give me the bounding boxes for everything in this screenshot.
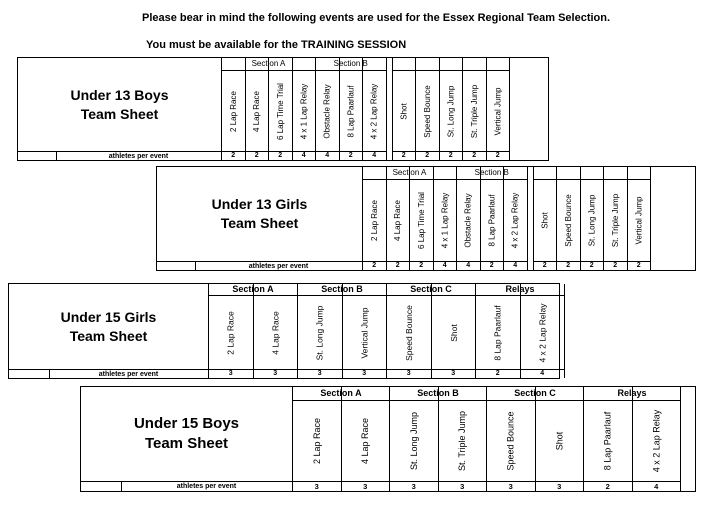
athletes-count: 3	[293, 481, 341, 491]
event-column	[440, 58, 464, 160]
athletes-count: 4	[504, 261, 527, 270]
event-name: Obstacle Relay	[463, 193, 473, 248]
sheet-title	[81, 387, 293, 481]
event-column	[363, 167, 387, 270]
athletes-count: 3	[536, 481, 584, 491]
event-name: 4 Lap Race	[393, 200, 403, 241]
athletes-count: 2	[387, 261, 410, 270]
event-column	[387, 284, 432, 378]
athletes-count: 3	[209, 369, 253, 378]
event-name: Shot	[540, 212, 550, 229]
event-column	[269, 58, 293, 160]
event-column	[434, 167, 458, 270]
event-column	[387, 167, 411, 270]
event-name: 4 Lap Race	[360, 417, 371, 465]
section-header: Section A	[293, 387, 390, 400]
event-name: 8 Lap Paarlauf	[346, 84, 356, 138]
athletes-per-event-label	[9, 369, 209, 378]
event-name: 2 Lap Race	[369, 200, 379, 241]
athletes-count: 2	[487, 151, 510, 160]
event-column	[504, 167, 528, 270]
event-name: 4 Lap Race	[252, 90, 262, 132]
event-name: Obstacle Relay	[322, 83, 332, 139]
athletes-count: 3	[432, 369, 476, 378]
event-column	[481, 167, 505, 270]
footer-spacer-cell	[18, 152, 57, 160]
team-sheet	[80, 386, 696, 492]
event-column	[534, 167, 558, 270]
athletes-count: 3	[487, 481, 535, 491]
athletes-count: 2	[581, 261, 604, 270]
instruction-line: Please bear in mind the following events are used for the Essex Regional Team Selection.	[142, 12, 611, 24]
athletes-count: 2	[269, 151, 292, 160]
sheet-title-label: Team Sheet	[144, 435, 229, 452]
sheet-title	[18, 58, 222, 151]
team-sheet	[8, 283, 560, 379]
athletes-count: 2	[416, 151, 439, 160]
athletes-count: 2	[628, 261, 651, 270]
event-column	[633, 387, 682, 491]
event-name: Shot	[399, 102, 409, 120]
event-name: 2 Lap Race	[225, 310, 236, 355]
athletes-count: 2	[584, 481, 632, 491]
event-column	[293, 58, 317, 160]
event-column	[432, 284, 477, 378]
event-column	[209, 284, 254, 378]
sheet-title-age-group: Under 13 Girls	[211, 196, 308, 213]
team-sheet	[156, 166, 696, 271]
event-column	[222, 58, 246, 160]
event-column	[536, 387, 585, 491]
event-column	[316, 58, 340, 160]
event-column	[340, 58, 364, 160]
athletes-count: 2	[557, 261, 580, 270]
event-column	[343, 284, 388, 378]
athletes-count: 2	[363, 261, 386, 270]
event-name: St. Triple Jump	[610, 193, 620, 248]
event-name: 4 x 2 Lap Relay	[651, 409, 662, 473]
footer-spacer-cell	[81, 482, 122, 491]
athletes-count: 2	[393, 151, 416, 160]
event-column	[476, 284, 521, 378]
section-header: Section B	[390, 387, 487, 400]
event-column	[246, 58, 270, 160]
event-column	[463, 58, 487, 160]
event-name: 4 x 1 Lap Relay	[440, 192, 450, 249]
event-column	[363, 58, 387, 160]
event-column	[342, 387, 391, 491]
section-header: Section A	[209, 284, 298, 295]
athletes-per-event-text: athletes per event	[248, 262, 309, 270]
athletes-count: 2	[440, 151, 463, 160]
training-session-notice: You must be available for the TRAINING SESSION	[146, 39, 407, 51]
event-name: Speed Bounce	[422, 84, 432, 138]
event-column	[584, 387, 633, 491]
event-column	[298, 284, 343, 378]
section-header: Relays	[476, 284, 565, 295]
athletes-count: 3	[343, 369, 387, 378]
event-column	[487, 58, 511, 160]
event-name: 4 x 1 Lap Relay	[299, 83, 309, 139]
section-header: Section B	[316, 58, 387, 70]
event-name: 4 x 2 Lap Relay	[510, 192, 520, 249]
athletes-count: 2	[410, 261, 433, 270]
athletes-per-event-label	[81, 481, 293, 491]
athletes-count: 3	[390, 481, 438, 491]
event-column	[393, 58, 417, 160]
sheet-title	[157, 167, 363, 261]
event-name: 4 x 2 Lap Relay	[369, 83, 379, 139]
athletes-per-event-text: athletes per event	[176, 483, 237, 490]
section-header: Section A	[363, 167, 457, 179]
athletes-count: 2	[534, 261, 557, 270]
section-header: Relays	[584, 387, 681, 400]
event-name: Shot	[554, 431, 565, 451]
team-sheet	[17, 57, 549, 161]
event-name: Vertical Jump	[359, 306, 370, 359]
event-column	[416, 58, 440, 160]
event-name: 8 Lap Paarlauf	[602, 411, 613, 471]
event-name: 2 Lap Race	[311, 417, 322, 465]
event-name: 4 Lap Race	[270, 310, 281, 355]
event-name: St. Long Jump	[587, 194, 597, 247]
event-column	[557, 167, 581, 270]
event-name: Speed Bounce	[505, 411, 516, 471]
event-column	[604, 167, 628, 270]
athletes-count: 3	[342, 481, 390, 491]
athletes-count: 4	[293, 151, 316, 160]
event-name: 8 Lap Paarlauf	[487, 194, 497, 247]
athletes-count: 2	[476, 369, 520, 378]
event-column	[293, 387, 342, 491]
section-header: Section C	[487, 387, 584, 400]
athletes-count: 4	[521, 369, 565, 378]
event-column	[581, 167, 605, 270]
sheet-title-age-group: Under 15 Boys	[133, 414, 240, 432]
athletes-count: 4	[316, 151, 339, 160]
sheet-title-age-group: Under 13 Boys	[70, 86, 169, 103]
event-column	[254, 284, 299, 378]
athletes-count: 2	[604, 261, 627, 270]
sheet-title-label: Team Sheet	[69, 327, 148, 344]
athletes-per-event-text: athletes per event	[98, 370, 159, 378]
athletes-count: 4	[633, 481, 681, 491]
athletes-count: 3	[439, 481, 487, 491]
event-name: 2 Lap Race	[228, 90, 238, 132]
athletes-count: 2	[222, 151, 245, 160]
athletes-count: 2	[481, 261, 504, 270]
event-name: St. Triple Jump	[457, 410, 468, 472]
athletes-per-event-label	[18, 151, 222, 160]
athletes-count: 4	[457, 261, 480, 270]
event-name: 8 Lap Paarlauf	[492, 304, 503, 361]
section-header: Section C	[387, 284, 476, 295]
athletes-count: 3	[254, 369, 298, 378]
event-name: Vertical Jump	[493, 86, 503, 136]
sheet-title-label: Team Sheet	[80, 105, 159, 122]
event-column	[390, 387, 439, 491]
section-header: Section B	[298, 284, 387, 295]
event-name: Speed Bounce	[403, 304, 414, 361]
event-column	[521, 284, 566, 378]
event-name: St. Triple Jump	[469, 84, 479, 138]
event-column	[439, 387, 488, 491]
athletes-count: 3	[298, 369, 342, 378]
event-column	[410, 167, 434, 270]
event-column	[628, 167, 652, 270]
athletes-per-event-label	[157, 261, 363, 270]
event-column	[457, 167, 481, 270]
section-header: Section B	[457, 167, 528, 179]
athletes-per-event-text: athletes per event	[108, 152, 169, 160]
sheet-title-label: Team Sheet	[220, 215, 299, 231]
sheet-title	[9, 284, 209, 369]
event-name: Vertical Jump	[634, 196, 644, 245]
event-name: St. Long Jump	[408, 411, 419, 471]
footer-spacer-cell	[157, 262, 196, 270]
event-name: St. Long Jump	[446, 85, 456, 137]
event-name: 6 Lap Time Trial	[275, 82, 285, 140]
sheet-title-age-group: Under 15 Girls	[60, 308, 157, 325]
athletes-count: 4	[434, 261, 457, 270]
event-name: 6 Lap Time Trial	[416, 192, 426, 249]
footer-spacer-cell	[9, 370, 50, 378]
event-name: St. Long Jump	[314, 305, 325, 360]
event-name: Speed Bounce	[563, 194, 573, 247]
event-column	[487, 387, 536, 491]
athletes-count: 2	[340, 151, 363, 160]
section-header: Section A	[222, 58, 316, 70]
athletes-count: 2	[463, 151, 486, 160]
athletes-count: 3	[387, 369, 431, 378]
athletes-count: 2	[246, 151, 269, 160]
athletes-count: 4	[363, 151, 386, 160]
event-name: Shot	[448, 323, 459, 342]
event-name: 4 x 2 Lap Relay	[537, 302, 548, 363]
